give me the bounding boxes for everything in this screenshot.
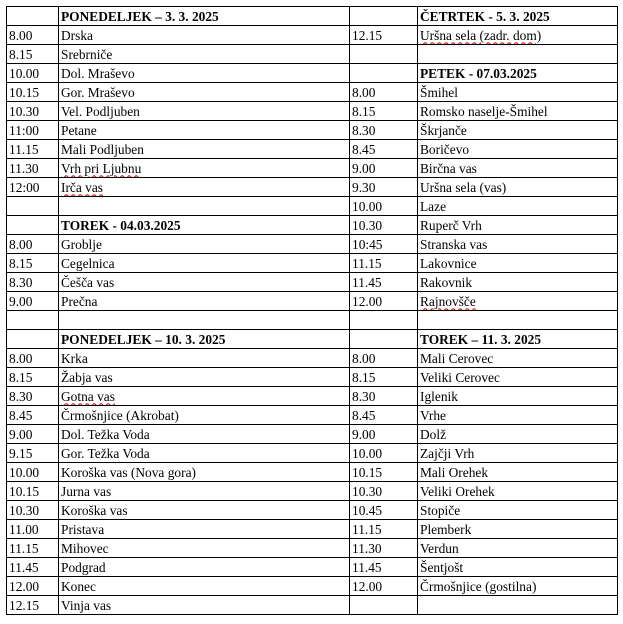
time-text: 11.45 xyxy=(352,559,382,575)
time-text: 11.45 xyxy=(352,274,382,290)
place-text: Veliki Orehek xyxy=(420,483,495,499)
place-text: Rakovnik xyxy=(420,274,473,290)
place-cell xyxy=(59,387,350,406)
time-cell xyxy=(7,349,59,368)
place-text: Koroška vas (Nova gora) xyxy=(61,464,196,480)
time-cell xyxy=(7,539,59,558)
place-text: Črmošnjice (Akrobat) xyxy=(61,407,179,423)
time-cell xyxy=(7,273,59,292)
place-cell xyxy=(418,558,618,577)
place-text: Šentjošt xyxy=(420,559,464,575)
time-text: 9.00 xyxy=(9,293,33,309)
table-row xyxy=(7,235,618,254)
time-text: 8.45 xyxy=(352,407,376,423)
day-heading xyxy=(59,7,350,26)
table-row xyxy=(7,83,618,102)
time-text: 12.15 xyxy=(9,597,40,613)
time-text: 10.00 xyxy=(352,445,383,461)
time-cell xyxy=(7,45,59,64)
time-cell xyxy=(350,197,418,216)
table-row xyxy=(7,311,618,330)
time-cell xyxy=(350,159,418,178)
time-text: 8.00 xyxy=(9,236,33,252)
place-cell xyxy=(418,140,618,159)
table-row xyxy=(7,387,618,406)
place-text: Jurna vas xyxy=(61,483,112,499)
table-row xyxy=(7,7,618,26)
time-cell xyxy=(7,444,59,463)
table-row xyxy=(7,482,618,501)
place-text: Mali Orehek xyxy=(420,464,489,480)
place-text: Stopiče xyxy=(420,502,461,518)
time-text: 9.00 xyxy=(352,160,376,176)
day-heading xyxy=(59,216,350,235)
time-cell xyxy=(7,235,59,254)
place-cell xyxy=(59,26,350,45)
place-cell xyxy=(59,501,350,520)
place-cell xyxy=(59,292,350,311)
time-cell xyxy=(350,64,418,83)
time-cell xyxy=(7,159,59,178)
place-cell xyxy=(59,159,350,178)
place-cell xyxy=(59,539,350,558)
time-text: 10.15 xyxy=(352,464,383,480)
table-row xyxy=(7,159,618,178)
place-text: Vrhe xyxy=(420,407,446,423)
place-cell xyxy=(59,83,350,102)
place-text: Šmihel xyxy=(420,84,458,100)
time-cell xyxy=(7,406,59,425)
time-cell xyxy=(350,463,418,482)
place-text: Romsko naselje-Šmihel xyxy=(420,103,548,119)
place-cell xyxy=(418,83,618,102)
time-cell xyxy=(7,596,59,615)
time-text: 8.30 xyxy=(352,388,376,404)
place-text: Uršna sela (vas) xyxy=(420,179,507,195)
place-text: Veliki Cerovec xyxy=(420,369,500,385)
place-cell xyxy=(59,45,350,64)
place-text: Irča vas xyxy=(61,179,104,195)
place-text: Črmošnjice (gostilna) xyxy=(420,578,537,594)
time-text: 10:45 xyxy=(352,236,383,252)
time-cell xyxy=(350,558,418,577)
time-text: 8.45 xyxy=(352,141,376,157)
time-cell xyxy=(350,482,418,501)
time-text: 11:00 xyxy=(9,122,40,138)
time-text: 11.45 xyxy=(9,559,39,575)
time-cell xyxy=(350,501,418,520)
place-text: Birčna vas xyxy=(420,160,477,176)
time-cell xyxy=(350,349,418,368)
place-cell xyxy=(418,406,618,425)
time-cell xyxy=(7,368,59,387)
table-row xyxy=(7,121,618,140)
time-text: 8.00 xyxy=(9,350,33,366)
table-row xyxy=(7,444,618,463)
place-cell xyxy=(418,216,618,235)
table-row xyxy=(7,273,618,292)
table-row xyxy=(7,596,618,615)
table-row xyxy=(7,26,618,45)
time-text: 11.30 xyxy=(352,540,382,556)
place-cell xyxy=(59,64,350,83)
time-cell xyxy=(7,197,59,216)
place-cell xyxy=(59,444,350,463)
table-row xyxy=(7,254,618,273)
time-cell xyxy=(350,406,418,425)
place-text: Boričevo xyxy=(420,141,470,157)
time-text: 11.00 xyxy=(9,521,39,537)
place-cell xyxy=(59,463,350,482)
place-text: Mihovec xyxy=(61,540,109,556)
place-text: Vel. Podljuben xyxy=(61,103,140,119)
day-heading-text: PONEDELJEK – 10. 3. 2025 xyxy=(61,331,226,347)
time-cell xyxy=(7,83,59,102)
table-row xyxy=(7,292,618,311)
time-cell xyxy=(350,330,418,349)
day-heading xyxy=(59,330,350,349)
place-text: Podgrad xyxy=(61,559,106,575)
place-text: Gotna vas xyxy=(61,388,115,404)
time-cell xyxy=(7,387,59,406)
place-text: Drska xyxy=(61,27,93,43)
time-text: 8.45 xyxy=(9,407,33,423)
table-row xyxy=(7,368,618,387)
time-cell xyxy=(7,121,59,140)
time-text: 8.00 xyxy=(352,350,376,366)
place-text: Lakovnice xyxy=(420,255,477,271)
place-cell xyxy=(418,463,618,482)
table-row xyxy=(7,463,618,482)
place-text: Mali Podljuben xyxy=(61,141,144,157)
place-text: Rajnovšče xyxy=(420,293,476,309)
day-heading-text: PETEK - 07.03.2025 xyxy=(420,65,537,81)
time-text: 8.15 xyxy=(352,369,376,385)
time-cell xyxy=(7,482,59,501)
place-cell xyxy=(59,406,350,425)
time-cell xyxy=(7,463,59,482)
place-text: Petane xyxy=(61,122,97,138)
place-cell xyxy=(418,235,618,254)
time-cell xyxy=(7,178,59,197)
time-text: 10.45 xyxy=(352,502,383,518)
place-cell xyxy=(418,520,618,539)
time-text: 11.15 xyxy=(9,141,39,157)
table-row xyxy=(7,406,618,425)
place-text: Stranska vas xyxy=(420,236,488,252)
schedule-table xyxy=(6,6,618,615)
place-text: Laze xyxy=(420,198,447,214)
place-text: Verdun xyxy=(420,540,459,556)
place-cell xyxy=(59,596,350,615)
time-cell xyxy=(350,577,418,596)
place-text: Gor. Mraševo xyxy=(61,84,135,100)
time-text: 11.15 xyxy=(9,540,39,556)
table-row xyxy=(7,45,618,64)
day-heading xyxy=(418,7,618,26)
time-text: 10.30 xyxy=(352,483,383,499)
time-text: 8.15 xyxy=(352,103,376,119)
time-cell xyxy=(350,83,418,102)
place-cell xyxy=(59,349,350,368)
time-cell xyxy=(7,558,59,577)
table-row xyxy=(7,197,618,216)
place-cell xyxy=(418,387,618,406)
place-cell xyxy=(418,368,618,387)
place-text: Škrjanče xyxy=(420,122,467,138)
place-cell xyxy=(59,102,350,121)
place-text: Dol. Mraševo xyxy=(61,65,135,81)
place-text: Gor. Težka Voda xyxy=(61,445,150,461)
time-cell xyxy=(350,387,418,406)
time-text: 10.30 xyxy=(9,502,40,518)
time-cell xyxy=(350,178,418,197)
time-text: 9.00 xyxy=(9,426,33,442)
time-cell xyxy=(7,330,59,349)
time-cell xyxy=(7,520,59,539)
place-cell xyxy=(418,311,618,330)
place-cell xyxy=(418,425,618,444)
place-text: Vrh pri Ljubnu xyxy=(61,160,142,176)
place-cell xyxy=(418,26,618,45)
time-cell xyxy=(350,292,418,311)
place-cell xyxy=(418,254,618,273)
time-cell xyxy=(350,26,418,45)
time-cell xyxy=(350,539,418,558)
place-cell xyxy=(418,501,618,520)
table-row xyxy=(7,425,618,444)
time-text: 8.30 xyxy=(352,122,376,138)
day-heading-text: ČETRTEK - 5. 3. 2025 xyxy=(420,8,550,24)
time-text: 8.15 xyxy=(9,369,33,385)
day-heading xyxy=(418,64,618,83)
schedule-body xyxy=(7,7,618,615)
time-cell xyxy=(350,425,418,444)
time-text: 10.00 xyxy=(9,464,40,480)
place-text: Srebrniče xyxy=(61,46,113,62)
time-text: 10.15 xyxy=(9,84,40,100)
time-text: 10.15 xyxy=(9,483,40,499)
place-cell xyxy=(418,102,618,121)
day-heading-text: TOREK - 04.03.2025 xyxy=(61,217,181,233)
time-cell xyxy=(350,368,418,387)
time-text: 11.15 xyxy=(352,255,382,271)
time-cell xyxy=(350,273,418,292)
place-text: Mali Cerovec xyxy=(420,350,494,366)
place-cell xyxy=(418,539,618,558)
time-cell xyxy=(7,425,59,444)
place-cell xyxy=(59,197,350,216)
place-text: Koroška vas xyxy=(61,502,128,518)
time-text: 12.00 xyxy=(352,578,383,594)
day-heading-text: PONEDELJEK – 3. 3. 2025 xyxy=(61,8,219,24)
time-cell xyxy=(7,292,59,311)
place-text: Ruperč Vrh xyxy=(420,217,482,233)
time-cell xyxy=(7,7,59,26)
time-cell xyxy=(7,311,59,330)
time-cell xyxy=(350,311,418,330)
time-text: 10.30 xyxy=(9,103,40,119)
table-row xyxy=(7,349,618,368)
time-cell xyxy=(350,216,418,235)
time-cell xyxy=(7,501,59,520)
time-text: 9.30 xyxy=(352,179,376,195)
place-cell xyxy=(59,368,350,387)
place-cell xyxy=(59,121,350,140)
time-text: 12:00 xyxy=(9,179,40,195)
time-cell xyxy=(350,121,418,140)
time-cell xyxy=(350,254,418,273)
place-cell xyxy=(418,197,618,216)
place-text: Plemberk xyxy=(420,521,472,537)
time-text: 10.00 xyxy=(352,198,383,214)
time-cell xyxy=(7,577,59,596)
table-row xyxy=(7,539,618,558)
place-text: Žabja vas xyxy=(61,369,113,385)
time-text: 10.30 xyxy=(352,217,383,233)
time-text: 8.00 xyxy=(352,84,376,100)
time-text: 8.00 xyxy=(9,27,33,43)
place-cell xyxy=(59,140,350,159)
place-text: Zajčji Vrh xyxy=(420,445,475,461)
place-cell xyxy=(418,577,618,596)
table-row xyxy=(7,216,618,235)
table-row xyxy=(7,64,618,83)
time-cell xyxy=(350,45,418,64)
place-cell xyxy=(59,558,350,577)
place-cell xyxy=(418,121,618,140)
place-cell xyxy=(59,577,350,596)
place-text: Krka xyxy=(61,350,88,366)
time-cell xyxy=(350,520,418,539)
table-row xyxy=(7,178,618,197)
place-text: Prečna xyxy=(61,293,98,309)
place-text: Češča vas xyxy=(61,274,115,290)
place-text: Dolž xyxy=(420,426,447,442)
place-cell xyxy=(59,254,350,273)
time-cell xyxy=(7,64,59,83)
place-cell xyxy=(418,292,618,311)
place-cell xyxy=(418,482,618,501)
place-cell xyxy=(59,311,350,330)
time-text: 8.15 xyxy=(9,255,33,271)
day-heading-text: TOREK – 11. 3. 2025 xyxy=(420,331,542,347)
place-cell xyxy=(59,482,350,501)
place-cell xyxy=(59,520,350,539)
time-text: 11.30 xyxy=(9,160,39,176)
place-cell xyxy=(59,425,350,444)
place-cell xyxy=(59,273,350,292)
place-text: Pristava xyxy=(61,521,105,537)
time-cell xyxy=(7,140,59,159)
time-text: 8.30 xyxy=(9,388,33,404)
place-cell xyxy=(418,159,618,178)
place-text: Konec xyxy=(61,578,96,594)
place-cell xyxy=(59,235,350,254)
time-text: 8.30 xyxy=(9,274,33,290)
time-cell xyxy=(7,216,59,235)
time-cell xyxy=(350,102,418,121)
time-cell xyxy=(350,7,418,26)
place-text: Uršna sela (zadr. dom) xyxy=(420,27,542,43)
time-text: 10.00 xyxy=(9,65,40,81)
table-row xyxy=(7,501,618,520)
time-text: 12.00 xyxy=(352,293,383,309)
table-row xyxy=(7,520,618,539)
time-cell xyxy=(7,102,59,121)
place-cell xyxy=(418,45,618,64)
table-row xyxy=(7,140,618,159)
place-text: Cegelnica xyxy=(61,255,115,271)
place-cell xyxy=(418,349,618,368)
table-row xyxy=(7,577,618,596)
time-cell xyxy=(350,444,418,463)
table-row xyxy=(7,558,618,577)
day-heading xyxy=(418,330,618,349)
place-cell xyxy=(418,596,618,615)
table-row xyxy=(7,330,618,349)
time-text: 9.00 xyxy=(352,426,376,442)
time-cell xyxy=(7,26,59,45)
place-cell xyxy=(59,178,350,197)
place-text: Iglenik xyxy=(420,388,458,404)
place-cell xyxy=(418,273,618,292)
time-cell xyxy=(350,596,418,615)
time-text: 12.15 xyxy=(352,27,383,43)
table-row xyxy=(7,102,618,121)
time-cell xyxy=(350,140,418,159)
time-cell xyxy=(350,235,418,254)
place-text: Dol. Težka Voda xyxy=(61,426,150,442)
place-text: Groblje xyxy=(61,236,102,252)
place-cell xyxy=(418,178,618,197)
time-text: 8.15 xyxy=(9,46,33,62)
place-text: Vinja vas xyxy=(61,597,112,613)
place-cell xyxy=(418,444,618,463)
time-text: 9.15 xyxy=(9,445,33,461)
time-text: 11.15 xyxy=(352,521,382,537)
time-text: 12.00 xyxy=(9,578,40,594)
time-cell xyxy=(7,254,59,273)
